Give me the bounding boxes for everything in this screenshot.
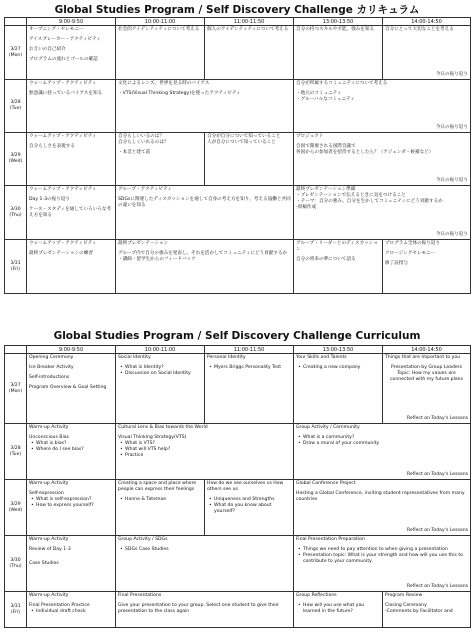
jp-reflection-note: 今日の振り返り xyxy=(435,232,468,237)
jp-session: グループ・リーダーとのディスカッション 自分の将来の夢について語る xyxy=(294,240,383,294)
jp-time-slot-5: 14:00-14:50 xyxy=(383,18,471,26)
jp-session: ウォームアップ・アクティビティ 最終プレゼンテーションの練習 xyxy=(27,240,116,294)
jp-row-wed xyxy=(5,133,471,186)
jp-session: 個人のアイデンティティについて考える xyxy=(205,26,294,80)
en-session: Program Review Closing Ceremony -Comments by Facilitator and xyxy=(383,592,471,628)
en-time-header-row xyxy=(5,346,471,354)
en-row-tue xyxy=(5,424,471,480)
jp-session: ウォームアップ・アクティビティ Day 1-3の振り返り ケース・スタディを通していろいろな考え方を知る xyxy=(27,186,116,240)
jp-session: 最終プレゼンテーション準備 ・プレゼンテーションで伝えるときに気をつけること ・テーマ：自分の強み、自分を生かしてコミュニティにどう貢献するか -原稿作成 今日の振り返り xyxy=(294,186,471,240)
jp-session: ウォームアップ・アクティビティ 無意識に持っているバイアスを知る xyxy=(27,80,116,133)
jp-time-header-row xyxy=(5,18,471,26)
en-session: Warm-up Activity Self-expression • What is self-expression? • How to express yourself? xyxy=(27,480,116,536)
en-session: Things that are Important to you Presentation by Group Leaders Topic: How my values are connected with my future plans Reflect on Today's Lessons xyxy=(383,354,471,424)
jp-session: 自分らしいいるのは？ 自分らしくいれるのは？ ・本音と建て前 xyxy=(116,133,205,186)
jp-day-label: 3/27 (Mon) xyxy=(5,26,27,80)
en-session: Group Reflections • How will you use what you learned in the future? xyxy=(294,592,383,628)
en-session: Your Skills and Talents • Creating a new company xyxy=(294,354,383,424)
jp-session: 自分が所属するコミュニティについて考える ・地元のコミュニティ ・グルーバルなコミュニティ 今日の振り返り xyxy=(294,80,471,133)
en-corner-cell xyxy=(5,346,27,354)
jp-session: 文化によるレンズ、世界を見る時のバイアス ・VTS(Visual Thinking Strategy)を使ったアクティビティ xyxy=(116,80,294,133)
jp-time-slot-4: 13:00-13:50 xyxy=(294,18,383,26)
en-session: Warm-up Activity Review of Day 1-3 Case Studies xyxy=(27,536,116,592)
en-curriculum-table xyxy=(4,345,471,628)
en-row-mon xyxy=(5,354,471,424)
en-day-label: 3/31 (Fri) xyxy=(5,592,27,628)
jp-reflection-note: 今日の振り返り xyxy=(435,178,468,183)
en-row-wed xyxy=(5,480,471,536)
en-time-slot-1: 9:00-9:50 xyxy=(27,346,116,354)
en-session: Opening Ceremony Ice Breaker Activity Self-introductions Program Overview & Goal Setting xyxy=(27,354,116,424)
en-row-thu xyxy=(5,536,471,592)
jp-day-label: 3/28 (Tue) xyxy=(5,80,27,133)
en-day-label: 3/29 (Wed) xyxy=(5,480,27,536)
jp-session: 自分の持つスキルや才能、強みを知る xyxy=(294,26,383,80)
jp-session: 自分にとって大切なことを考える 今日の振り返り xyxy=(383,26,471,80)
jp-day-label: 3/29 (Wed) xyxy=(5,133,27,186)
en-session: How do we see ourselves vs How others see us • Uniqueness and Strengths • What do you know about yourself? xyxy=(205,480,294,536)
en-session: Global Conference Project Hosting a Global Conference, inviting student representatives from many countries Reflect on Today's Lessons xyxy=(294,480,471,536)
jp-reflection-note: 今日の振り返り xyxy=(435,125,468,130)
jp-session: 最終プレゼンテーション グループ内で自分の強みを発表し、それを活かしてコミュニティにどう貢献するか ・講師・留学生からのフィードバック xyxy=(116,240,294,294)
en-session: Creating a space and place where people can express their feelings • Honne & Tatemae xyxy=(116,480,205,536)
en-day-label: 3/27 (Mon) xyxy=(5,354,27,424)
en-time-slot-4: 13:00-13:50 xyxy=(294,346,383,354)
en-session: Final Presentations Give your presentation to your group. Select one student to give their presentation to the class again xyxy=(116,592,294,628)
en-session: Warm-up Activity Final Presentation Practice • Individual draft check xyxy=(27,592,116,628)
jp-time-slot-1: 9:00-9:50 xyxy=(27,18,116,26)
jp-session: オープニング・セレモニー アイスブレーカー・アクティビティ お互いの自己紹介 プログラムの流れとゴールの確認 xyxy=(27,26,116,80)
jp-row-tue xyxy=(5,80,471,133)
jp-row-thu xyxy=(5,186,471,240)
jp-session: プログラム全体の振り返り クロージングセレモニー 修了証授与 xyxy=(383,240,471,294)
en-reflection-note: Reflect on Today's Lessons xyxy=(406,472,468,477)
en-time-slot-2: 10:00-11:00 xyxy=(116,346,205,354)
jp-session: グループ・アクティビティ SDGsに関連したディスカッションを通して自身の考え方を知り、考える協働と共同の違いを知る xyxy=(116,186,294,240)
en-reflection-note: Reflect on Today's Lessons xyxy=(406,416,468,421)
jp-reflection-note: 今日の振り返り xyxy=(435,72,468,77)
en-session: Cultural Lens & Bias towards the World Visual Thinking Strategy(VTS) • What is VTS? • What will VTS help? • Practice xyxy=(116,424,294,480)
jp-corner-cell xyxy=(5,18,27,26)
en-curriculum-title: Global Studies Program / Self Discovery Challenge Curriculum xyxy=(53,330,421,342)
en-session: Final Presentation Preparation • Things we need to pay attention to when giving a presentation • Presentation topic: What is your strength and how will you use this to contribute to your community Reflect on Today's Lessons xyxy=(294,536,471,592)
jp-curriculum-table xyxy=(4,17,471,294)
en-time-slot-5: 14:00-14:50 xyxy=(383,346,471,354)
en-day-label: 3/28 (Tue) xyxy=(5,424,27,480)
jp-session: 自分が自分について知っていること 人が自分について知っていること xyxy=(205,133,294,186)
en-session: Group Activity / Community • What is a community? • Draw a mural of your community Reflect on Today's Lessons xyxy=(294,424,471,480)
jp-time-slot-3: 11:00-11:50 xyxy=(205,18,294,26)
en-session: Warm-up Activity Unconscious Bias • What is bias? • Where do I see bias? xyxy=(27,424,116,480)
en-session: Social Identity • What is Identity? • Discussion on Social Identity xyxy=(116,354,205,424)
jp-row-mon xyxy=(5,26,471,80)
en-session: Personal Identity • Myers Briggs Personality Test xyxy=(205,354,294,424)
en-time-slot-3: 11:00-11:50 xyxy=(205,346,294,354)
en-day-label: 3/30 (Thu) xyxy=(5,536,27,592)
en-reflection-note: Reflect on Today's Lessons xyxy=(406,584,468,589)
jp-session: プロジェクト 自国で開催される国際会議で 各国からの参加者を招待するとしたら？（アジェンダ・候補など） 今日の振り返り xyxy=(294,133,471,186)
jp-time-slot-2: 10:00-11:00 xyxy=(116,18,205,26)
en-session: Group Activity / SDGs • SDGs Case Studies xyxy=(116,536,294,592)
jp-day-label: 3/30 (Thu) xyxy=(5,186,27,240)
jp-session: ウォームアップ・アクティビティ 自分らしさを表現する xyxy=(27,133,116,186)
jp-session: 社会的アイデンティティについて考える xyxy=(116,26,205,80)
jp-row-fri xyxy=(5,240,471,294)
en-reflection-note: Reflect on Today's Lessons xyxy=(406,528,468,533)
en-row-fri xyxy=(5,592,471,628)
jp-day-label: 3/31 (Fri) xyxy=(5,240,27,294)
jp-curriculum-title: Global Studies Program / Self Discovery Challenge カリキュラム xyxy=(54,4,420,16)
